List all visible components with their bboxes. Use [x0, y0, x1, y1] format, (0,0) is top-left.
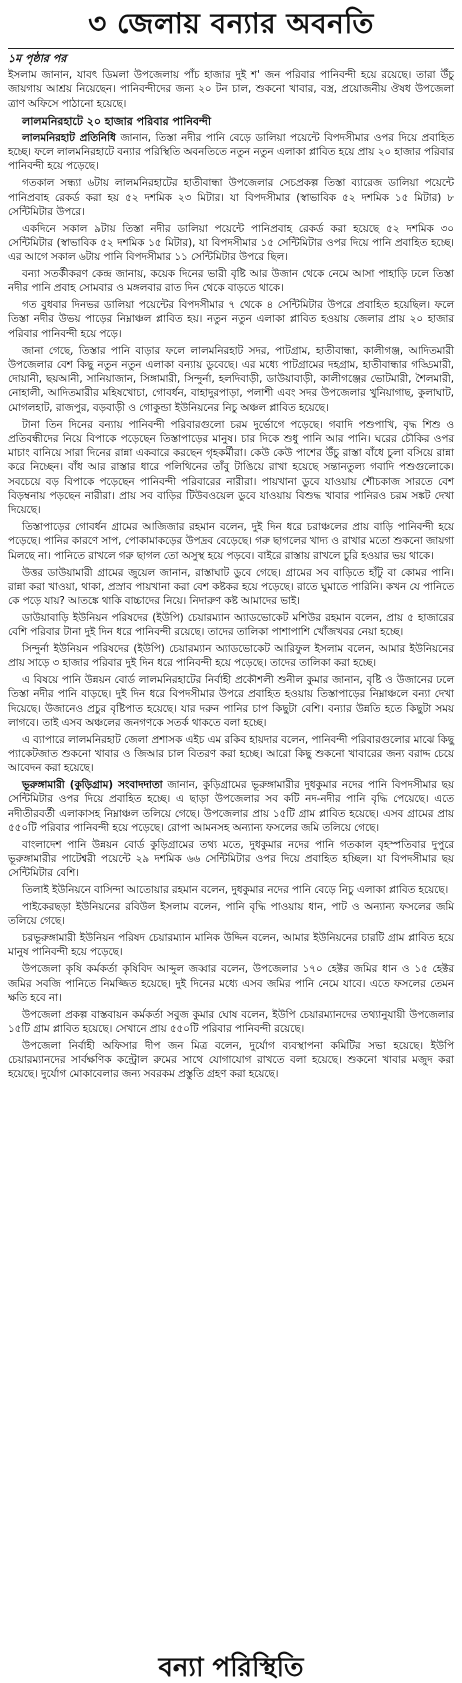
paragraph-text: উপজেলা প্রকল্প বাস্তবায়ন কর্মকর্তা সবুজ কুমার ঘোষ বলেন, ইউপি চেয়ারম্যানদের তথ্যানুযায়ী উপজেলার ১৫টি গ্রাম প্লাবিত হয়েছে। সেখানে প্রায় ৫৫০টি পরিবার পানিবন্দী রয়েছে। [8, 1008, 454, 1035]
paragraph-lead: ভূরুঙ্গামারী (কুড়িগ্রাম) সংবাদদাতা [22, 779, 163, 792]
article-paragraph [8, 883, 454, 897]
article-paragraph [8, 267, 454, 296]
article-paragraph [8, 931, 454, 960]
next-article-headline-fragment: বন্যা পরিস্থিতি [158, 1653, 304, 1683]
article-paragraph [8, 962, 454, 1005]
continued-from-label: ১ম পৃষ্ঠার পর [8, 52, 67, 65]
paragraph-text: ডাউয়াবাড়ি ইউনিয়ন পরিষদের (ইউপি) চেয়ারম্যান অ্যাডভোকেট মশিউর রহমান বলেন, প্রায় ৫ হাজারের বেশি পরিবার টানা দুই দিন ধরে পানিবন্দী রয়েছে। তাদের তালিকা পাশাপাশি খোঁজখবর নেয়া হচ্ছে। [8, 611, 454, 639]
article-paragraph [8, 1008, 454, 1037]
paragraph-text: গত বুধবার দিনভর ডালিয়া পয়েন্টের বিপদসীমার ৭ থেকে ৪ সেন্টিমিটার উপরে প্রবাহিত হয়েছিল। ফলে তিস্তা নদীর উভয় পাড়ের নিম্নাঞ্চল প্লাবিত হয়। নতুন নতুন এলাকা প্লাবিত হওয়ায় জেলার প্রায় ২০ হাজার পরিবার পানিবন্দী হয়ে পড়ে। [8, 299, 454, 340]
paragraph-text: উপজেলা নির্বাহী অফিসার দীপ জন মিত্র বলেন, দুর্যোগ ব্যবস্থাপনা কমিটির সভা হয়েছে। ইউপি চেয়ারম্যানদের সার্বক্ষণিক কন্ট্রোল রুমের সাথে যোগাযোগ রাখতে বলা হয়েছে। শুকনো খাবার মজুদ করা হয়েছে। দুর্যোগ মোকাবেলার জন্য সবরকম প্রস্তুতি গ্রহণ করা হয়েছে। [8, 1039, 454, 1081]
paragraph-text: বাংলাদেশ পানি উন্নয়ন বোর্ড কুড়িগ্রামের তথ্য মতে, দুধকুমার নদের পানি গতকাল বৃহস্পতিবার দুপুরে ভূরুঙ্গামারীর পাটেশ্বরী পয়েন্টে ২৯ দশমিক ৬৬ সেন্টিমিটার ওপর দিয়ে প্রবাহিত হচ্ছিল। যা বিপদসীমার ছয় সেন্টিমিটার বেশি। [8, 838, 454, 880]
article-paragraph [8, 520, 454, 563]
article-paragraph [8, 222, 454, 265]
article-paragraph [8, 673, 454, 730]
article-paragraph [8, 344, 454, 415]
article-paragraph [8, 900, 454, 929]
paragraph-text: জানান, কুড়িগ্রামের ভূরুঙ্গামারীর দুধকুমার নদের পানি বিপদসীমার ছয় সেন্টিমিটার ওপর দিয়ে প্রবাহিত হচ্ছে। এ ছাড়া উপজেলার সব কটি নদ-নদীর পানি বৃদ্ধি পেয়েছে। এতে নদীতীরবর্তী এলাকাসহ নিম্নাঞ্চল তলিয়ে গেছে। উপজেলার প্রায় ১৫টি গ্রাম প্লাবিত হয়েছে। এসব গ্রামের প্রায় ৫৫০টি পরিবার পানিবন্দী হয়ে পড়েছে। রোপা আমনসহ অন্যান্য ফসলের জমি তলিয়ে গেছে। [8, 779, 454, 835]
article-paragraph [8, 838, 454, 881]
paragraph-text: টানা তিন দিনের বন্যায় পানিবন্দী পরিবারগুলো চরম দুর্ভোগে পড়েছে। গবাদি পশুপাখি, বৃদ্ধ শিশু ও প্রতিবন্ধীদের নিয়ে বিপাকে পড়েছেন তিস্তাপাড়ের মানুষ। চার দিকে শুধু পানি আর পানি। ঘরের চৌকির ওপর মাচাং বানিয়ে সারা দিনের রান্না একবারে করছেন গৃহকর্মীরা। কেউ কেউ পাশের উঁচু রাস্তা বাঁধে চুলা বসিয়ে রান্না করে নিচ্ছেন। বাঁধ আর রাস্তার ধারে পলিথিনের তাঁবু টাঙিয়ে রাখা হয়েছে সন্তানতুল্য গবাদি পশুগুলোকে। সবচেয়ে বড় বিপাকে পড়েছেন পানিবন্দী পরিবারের নারীরা। পায়খানা ডুবে যাওয়ায় শৌচকাজ সারতে বেশ বিড়ম্বনায় পড়ছেন নারীরা। প্রায় সব বাড়ির টিউবওয়েল ডুবে যাওয়ায় বিশুদ্ধ খাবার পানিরও চরম সঙ্কট দেখা দিয়েছে। [8, 418, 454, 517]
article-paragraph [8, 418, 454, 518]
article-headline: ৩ জেলায় বন্যার অবনতি [88, 7, 374, 40]
article-paragraph [8, 566, 454, 609]
article-paragraph [8, 1039, 454, 1082]
paragraph-text: তিলাই ইউনিয়নে বাসিন্দা আতোয়ার রহমান বলেন, দুধকুমার নদের পানি বেড়ে নিচু এলাকা প্লাবিত হয়েছে। [22, 884, 449, 897]
paragraph-text: জানান, তিস্তা নদীর পানি বেড়ে ডালিয়া পয়েন্টে বিপদসীমার ওপর দিয়ে প্রবাহিত হচ্ছে। ফলে লালমনিরহাটে বন্যার পরিস্থিতি অবনতিতে নতুন নতুন এলাকা প্লাবিত হয়ে প্রায় ২০ হাজার পরিবার পানিবন্দী হয়ে পড়েছে। [8, 131, 454, 173]
article-paragraph [8, 642, 454, 671]
article-body [8, 68, 454, 1082]
paragraph-text: তিস্তাপাড়ের গোবর্ধন গ্রামের আজিজার রহমান বলেন, দুই দিন ধরে চরাঞ্চলের প্রায় বাড়ি পানিবন্দী হয়ে পড়েছে। পানির কারণে সাপ, পোকামাকড়ের উপদ্রব বেড়েছে। গরু ছাগলের খাদ্য ও রাখার মতো শুকনো জায়গা মিলছে না। পানিতে রাখলে গরু ছাগল তো অসুস্থ হয়ে পড়বে। বাইরে রাস্তায় রাখলে চুরি হওয়ার ভয় থাকে। [8, 521, 454, 562]
article-paragraph [8, 778, 454, 835]
headline-divider [8, 48, 454, 49]
paragraph-text: উপজেলা কৃষি কর্মকর্তা কৃষিবিদ আব্দুল জব্বার বলেন, উপজেলার ১৭০ হেক্টর জমির ধান ও ১৫ হেক্টর জমির সবজি পানিতে নিমজ্জিত হয়েছে। দুই দিনের মধ্যে এসব জমির পানি নেমে যাবে। এতে ফসলের তেমন ক্ষতি হবে না। [8, 963, 454, 1004]
article-intro: ইসলাম জানান, যাবৎ ডিমলা উপজেলায় পাঁচ হাজার দুই শ' জন পরিবার পানিবন্দী হয়ে রয়েছে। তারা উঁচু জায়গায় আশ্রয় নিয়েছেন। পানিবন্দীদের জন্য ২০ টন চাল, শুকনো খাবার, বস্ত্র, প্রয়োজনীয় ঔষধ উপজেলা ত্রাণ অফিসে পাঠানো হয়েছে। [8, 69, 454, 110]
paragraph-text: চরভূরুঙ্গামারী ইউনিয়ন পরিষদ চেয়ারম্যান মানিক উদ্দিন বলেন, আমার ইউনিয়নের চারটি গ্রাম প্লাবিত হয়ে মানুষ পানিবন্দী হয়ে পড়েছে। [8, 932, 454, 959]
paragraph-text: সিন্দুর্না ইউনিয়ন পরিষদের (ইউপি) চেয়ারম্যান অ্যাডভোকেট আরিফুল ইসলাম বলেন, আমার ইউনিয়নের প্রায় সাড়ে ৩ হাজার পরিবার দুই দিন ধরে পানিবন্দী হয়ে পড়েছে। তাদের তালিকা করা হচ্ছে। [8, 642, 454, 670]
paragraph-text: এ বিষয়ে পানি উন্নয়ন বোর্ড লালমনিরহাটের নির্বাহী প্রকৌশলী শুনীল কুমার জানান, বৃষ্টি ও উজানের ঢলে তিস্তা নদীর পানি বাড়ছে। দুই দিন ধরে বিপদসীমার উপরে প্রবাহিত হওয়ায় তিস্তাপাড়ের নিম্নাঞ্চলে বন্যা দেখা দিয়েছে। উজানেও প্রচুর বৃষ্টিপাত হয়েছে। যার দরুন পানির চাপ কিছুটা বেশি। বন্যার উন্নতি হতে কিছুটা সময় লাগবে। তাই এসব অঞ্চলের জনগণকে সতর্ক থাকতে বলা হচ্ছে। [8, 674, 454, 729]
paragraph-text: জানা গেছে, তিস্তার পানি বাড়ার ফলে লালমনিরহাট সদর, পাটগ্রাম, হাতীবান্ধা, কালীগঞ্জ, আদিতমারী উপজেলার বেশ কিছু নতুন নতুন এলাকা বন্যায় ডুবেছে। এর মধ্যে পাটগ্রামের দহগ্রাম, হাতীবান্ধার গড্ডিমারী, দোয়ানী, ছয়আনী, সানিয়াজান, সিঙ্গামারী, সিন্দুর্না, হলদিবাড়ী, ডাউয়াবাড়ী, কালীগঞ্জের ভোটমারী, শৈলমারী, নোহালী, আদিতমারীর মহিষখোচা, গোবর্ধন, বাহাদুরপাড়া, পলাশী এবং সদর উপজেলার খুনিয়াগাছ, কুলাঘাট, মোগলহাট, রাজপুর, বড়বাড়ী ও গোকুন্ডা ইউনিয়নের নিচু অঞ্চল প্লাবিত হয়েছে। [8, 344, 454, 414]
paragraph-text: পাইকেরছড়া ইউনিয়নের রবিউল ইসলাম বলেন, পানি বৃদ্ধি পাওয়ায় ধান, পাট ও অন্যান্য ফসলের জমি তলিয়ে গেছে। [8, 901, 454, 928]
paragraph-lead: লালমনিরহাট প্রতিনিধি [22, 131, 116, 144]
section-subhead: লালমনিরহাটে ২০ হাজার পরিবার পানিবন্দী [22, 114, 212, 128]
paragraph-text: উত্তর ডাউয়ামারী গ্রামের জুয়েল জানান, রাস্তাঘাট ডুবে গেছে। গ্রামের সব বাড়িতে হাঁটু বা কোমর পানি। রান্না করা খাওয়া, থাকা, প্রস্রাব পায়খানা করা বেশ কষ্টকর হয়ে পড়েছে। রাতে ঘুমাতে পারিনি। কখন যে পানিতে কে পড়ে যায়? আতঙ্কে থাকি বাচ্চাদের নিয়ে। নিদারুণ কষ্ট আমাদের ভাই। [8, 566, 454, 608]
paragraph-text: গতকাল সন্ধ্যা ৬টায় লালমনিরহাটের হাতীবান্ধা উপজেলার সেচপ্রকল্প তিস্তা ব্যারেজ ডালিয়া পয়েন্টে পানিপ্রবাহ রেকর্ড করা হয় ৫২ দশমিক ২৩ মিটার। যা বিপদসীমার (স্বাভাবিক ৫২ দশমিক ১৫ মিটার) ৮ সেন্টিমিটার উপরে। [8, 177, 454, 218]
article-paragraph [8, 611, 454, 640]
article-paragraph [8, 131, 454, 174]
article-paragraph [8, 298, 454, 341]
article-paragraph [8, 176, 454, 219]
paragraph-text: একদিনে সকাল ৯টায় তিস্তা নদীর ডালিয়া পয়েন্টে পানিপ্রবাহ রেকর্ড করা হয়েছে ৫২ দশমিক ৩০ সেন্টিমিটার (স্বাভাবিক ৫২ দশমিক ১৫ মিটার), যা বিপদসীমার ১৫ সেন্টিমিটার ওপর দিয়ে পানি প্রবাহিত হচ্ছে। এর আগে সকাল ৬টায় পানি বিপদসীমার ১১ সেন্টিমিটার উপরে ছিল। [8, 222, 454, 264]
paragraph-text: এ ব্যাপারে লালমনিরহাট জেলা প্রশাসক এইচ এম রকিব হায়দার বলেন, পানিবন্দী পরিবারগুলোর মাঝে কিছু প্যাকেটজাত শুকনো খাবার ও জিআর চাল বিতরণ করা হচ্ছে। আরো কিছু শুকনো খাবারের জন্য বরাদ্দ চেয়ে আবেদন করা হয়েছে। [8, 733, 454, 775]
paragraph-text: বন্যা সতর্কীকরণ কেন্দ্র জানায়, কয়েক দিনের ভারী বৃষ্টি আর উজান থেকে নেমে আসা পাহাড়ি ঢলে তিস্তা নদীর পানি প্রবাহ সোমবার ও মঙ্গলবার রাত দিন থেকে বাড়তে থাকে। [8, 268, 454, 295]
article-paragraph [8, 733, 454, 776]
